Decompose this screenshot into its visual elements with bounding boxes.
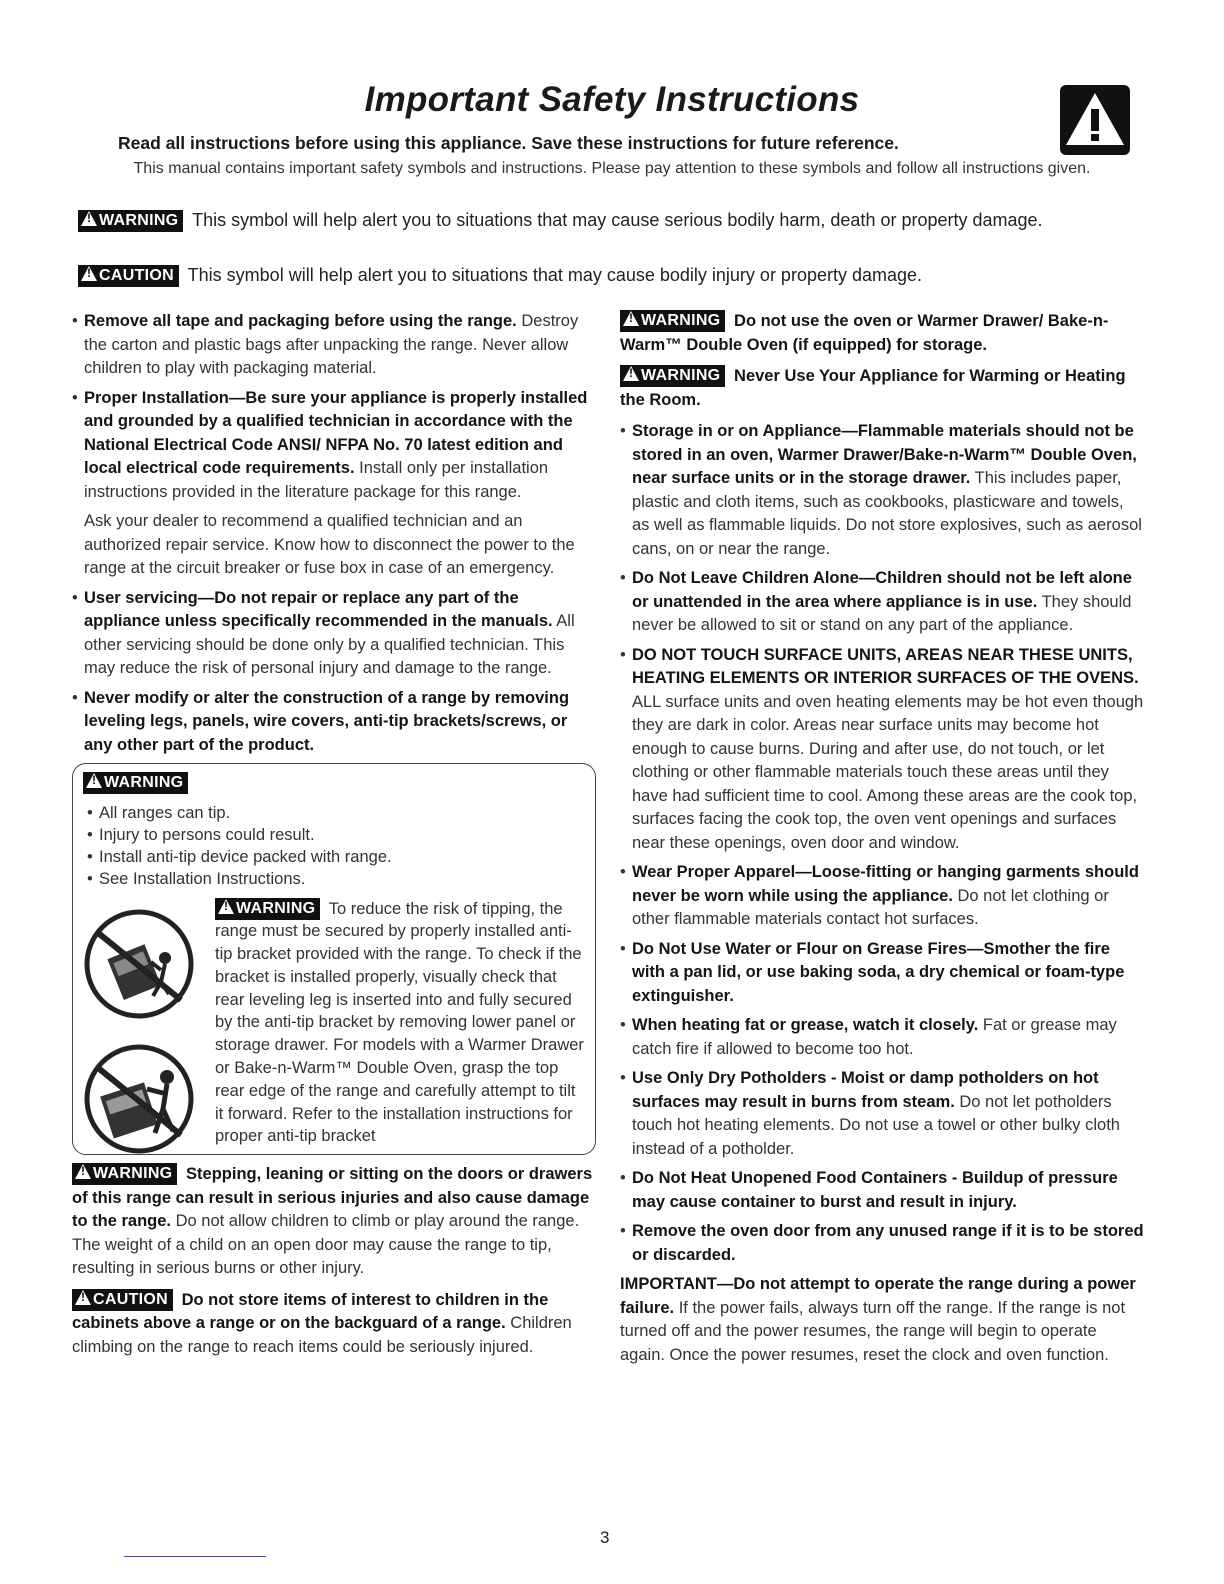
page-title: Important Safety Instructions (364, 80, 860, 119)
caution-symbol-legend (78, 265, 922, 287)
warning-badge: !WARNING (620, 310, 725, 332)
room-heating-warning: !WARNING Never Use Your Appliance for Warming or Heating the Room. (620, 365, 1144, 412)
storage-warning: !WARNING Do not use the oven or Warmer Drawer/ Bake-n-Warm™ Double Oven (if equipped) for storage. (620, 310, 1144, 357)
alert-triangle-icon (81, 266, 97, 281)
alert-triangle-icon (81, 211, 97, 226)
right-column (620, 310, 1144, 1375)
warning-triangle-icon (1060, 85, 1130, 155)
list-item: • Injury to persons could result. (83, 824, 585, 846)
caution-badge: !CAUTION (78, 265, 179, 287)
anti-tip-warning-box (72, 763, 596, 1155)
stepping-warning: !WARNING Stepping, leaning or sitting on the doors or drawers of this range can result in serious injuries and also cause damage to the range. Do not allow children to climb or play around the range. The weight of a child on an open door may cause the range to tip, resulting in serious burns or other injury. (72, 1163, 596, 1281)
intro-text: This manual contains important safety symbols and instructions. Please pay attention to these symbols and follow all instructions given. (133, 160, 1091, 177)
left-column (72, 310, 596, 1367)
page-header (0, 0, 1224, 300)
instruction-item: • Use Only Dry Potholders - Moist or damp potholders on hot surfaces may result in burns from steam. Do not let potholders touch hot heating elements. Do not use a towel or other bulky cloth instead of a potholder. (620, 1067, 1144, 1161)
instruction-item: • Do Not Use Water or Flour on Grease Fires—Smother the fire with a pan lid, or use baking soda, a dry chemical or foam-type extinguisher. (620, 938, 1144, 1009)
warning-badge: !WARNING (78, 210, 183, 232)
list-item: • Install anti-tip device packed with range. (83, 846, 585, 868)
warning-badge: !WARNING (215, 898, 320, 920)
power-failure-note: IMPORTANT—Do not attempt to operate the range during a power failure. If the power fails, always turn off the range. If the range is not turned off and the power resumes, the range will begin to operate again. Once the power resumes, reset the clock and oven function. (620, 1275, 1136, 1364)
alert-triangle-icon (623, 366, 639, 381)
alert-triangle-icon (75, 1164, 91, 1179)
range-tipping-adult-icon (83, 1043, 195, 1155)
cabinet-caution: !CAUTION Do not store items of interest to children in the cabinets above a range or on the backguard of a range. Children climbing on the range to reach items could be seriously injured. (72, 1289, 596, 1360)
list-item: • See Installation Instructions. (83, 868, 585, 890)
alert-triangle-icon (218, 899, 234, 914)
instruction-item: • Wear Proper Apparel—Loose-fitting or hanging garments should never be worn while using the appliance. Do not let clothing or other flammable materials contact hot surfaces. (620, 861, 1144, 932)
alert-triangle-icon (623, 311, 639, 326)
instruction-item: • Do Not Heat Unopened Food Containers - Buildup of pressure may cause container to burst and result in injury. (620, 1167, 1144, 1214)
warning-badge: !WARNING (620, 365, 725, 387)
instruction-item: • Do Not Leave Children Alone—Children should not be left alone or unattended in the area where appliance is in use. They should never be allowed to sit or stand on any part of the appliance. (620, 567, 1144, 638)
warning-symbol-legend (78, 210, 1043, 232)
tip-warning-list (83, 802, 585, 890)
footer-rule (124, 1556, 266, 1557)
instruction-item: • Proper Installation—Be sure your appliance is properly installed and grounded by a qualified technician in accordance with the National Electrical Code ANSI/ NFPA No. 70 latest edition and local electrical code requirements. Install only per installation instructions provided in the literature package for this range. (72, 387, 596, 505)
instruction-item: • Storage in or on Appliance—Flammable materials should not be stored in an oven, Warmer Drawer/Bake-n-Warm™ Double Oven, near surface units or in the storage drawer. This includes paper, plastic and cloth items, such as cookbooks, plasticware and towels, as well as flammable liquids. Do not store explosives, such as aerosol cans, on or near the range. (620, 420, 1144, 561)
range-tipping-child-icon (83, 908, 195, 1020)
anti-tip-section (83, 898, 585, 1149)
page-subtitle: Read all instructions before using this appliance. Save these instructions for future reference. (118, 133, 899, 153)
list-item: • All ranges can tip. (83, 802, 585, 824)
instruction-item: • When heating fat or grease, watch it closely. Fat or grease may catch fire if allowed to become too hot. (620, 1014, 1144, 1061)
instruction-paragraph: Ask your dealer to recommend a qualified technician and an authorized repair service. Know how to disconnect the power to the range at the circuit breaker or fuse box in case of an emergency. (84, 512, 575, 577)
warning-badge: !WARNING (72, 1163, 177, 1185)
instruction-item: • Never modify or alter the construction of a range by removing leveling legs, panels, wire covers, anti-tip brackets/screws, or any other part of the product. (72, 687, 596, 758)
caution-symbol-description: This symbol will help alert you to situations that may cause bodily injury or property damage. (187, 265, 923, 285)
tip-illustrations (83, 908, 203, 1179)
caution-badge: !CAUTION (72, 1289, 173, 1311)
instruction-item: • User servicing—Do not repair or replace any part of the appliance unless specifically recommended in the manuals. All other servicing should be done only by a qualified technician. This may reduce the risk of personal injury and damage to the range. (72, 587, 596, 681)
instruction-item: • DO NOT TOUCH SURFACE UNITS, AREAS NEAR THESE UNITS, HEATING ELEMENTS OR INTERIOR SURFACES OF THE OVENS. ALL surface units and oven heating elements may be hot even though they are dark in color. Areas near surface units may become hot enough to cause burns. During and after use, do not touch, or let clothing or other flammable materials touch these areas until they have had sufficient time to cool. Among these areas are the cook top, surfaces facing the cook top, the oven vent openings and surfaces near these openings, oven door and window. (620, 644, 1144, 856)
instruction-item: • Remove the oven door from any unused range if it is to be stored or discarded. (620, 1220, 1144, 1267)
warning-badge: !WARNING (83, 772, 188, 794)
anti-tip-instructions: !WARNING To reduce the risk of tipping, the range must be secured by properly installed anti-tip bracket provided with the range. To check if the bracket is installed properly, visually check that rear leveling leg is inserted into and fully secured by the anti-tip bracket by removing lower panel or storage drawer. For models with a Warmer Drawer or Bake-n-Warm™ Double Oven, grasp the top rear edge of the range and carefully attempt to tilt it forward. Refer to the installation instructions for proper anti-tip bracket (215, 898, 585, 1149)
warning-symbol-description: This symbol will help alert you to situations that may cause serious bodily harm, death or property damage. (192, 210, 1043, 230)
alert-triangle-icon (75, 1290, 91, 1305)
alert-triangle-icon (86, 773, 102, 788)
page-number: 3 (600, 1528, 610, 1547)
instruction-item: • Remove all tape and packaging before using the range. Destroy the carton and plastic bags after unpacking the range. Never allow children to play with packaging material. (72, 310, 596, 381)
